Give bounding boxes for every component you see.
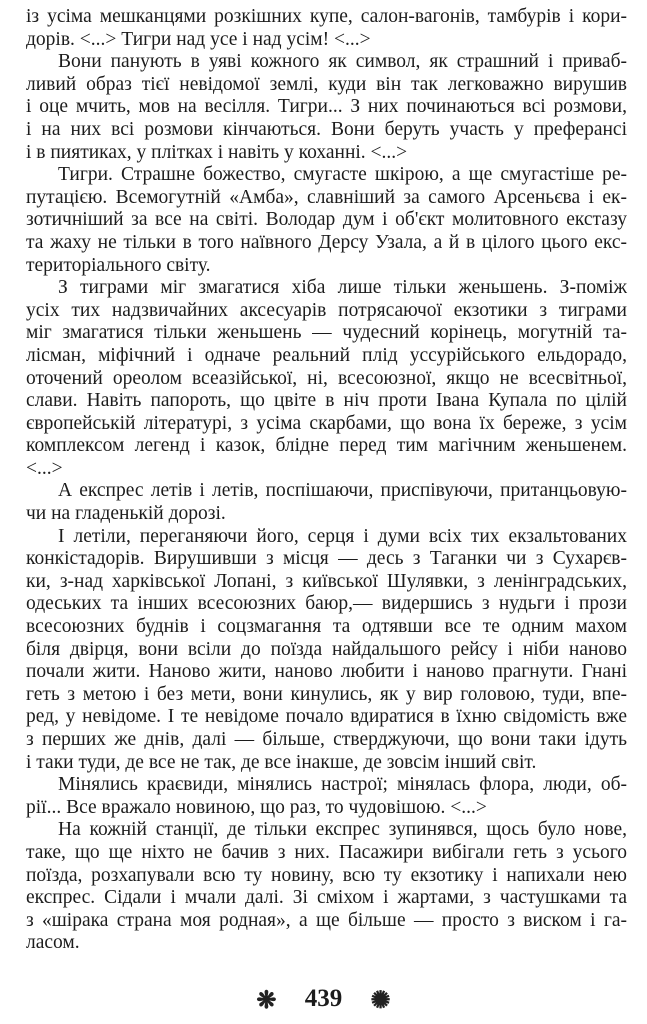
text-line: зотичніший за все на світі. Володар дум і об'єкт молитовного екстазу bbox=[26, 209, 627, 231]
page-footer bbox=[0, 985, 647, 1015]
text-line: і на них всі розмови кінчаються. Вони беруть участь у преферансі bbox=[26, 118, 627, 140]
text-line: таке, що ще ніхто не бачив з них. Пасажири вибігали геть з усього bbox=[26, 841, 627, 863]
text-line: європейській літературі, з усіма скарбами, що вона їх береже, з усім bbox=[26, 412, 627, 434]
text-line: поїзда, розхапували всю ту новину, всю ту екзотику і напихали нею bbox=[26, 864, 627, 886]
text-line: усіх тих надзвичайних аксесуарів потрясаючої екзотики з тиграми bbox=[26, 299, 627, 321]
paragraph bbox=[26, 819, 627, 955]
paragraph bbox=[26, 526, 627, 775]
page-body bbox=[26, 6, 627, 955]
text-line: експрес. Сідали і мчали далі. Зі сміхом і жартами, з частушками та bbox=[26, 887, 627, 909]
text-line: комплексом легенд і казок, блідне перед тим магічним женьшенем. bbox=[26, 435, 627, 457]
text-line: конкістадорів. Вирушивши з місця — десь з Таганки чи з Сухарєв- bbox=[26, 548, 627, 570]
text-line: Тигри. Страшне божество, смугасте шкірою, а ще смугастіше ре- bbox=[58, 164, 627, 186]
text-line: з «шірака страна моя родная», а ще більше — просто з виском і га- bbox=[26, 909, 627, 931]
text-line: На кожній станції, де тільки експрес зупинявся, щось було нове, bbox=[58, 819, 627, 841]
paragraph bbox=[26, 774, 627, 819]
text-line: ласом. bbox=[26, 932, 80, 954]
text-line: оточений ореолом всеазійської, ні, всесоюзної, якщо не всесвітньої, bbox=[26, 367, 627, 389]
text-line: міг змагатися тільки женьшень — чудесний корінець, могутній та- bbox=[26, 322, 627, 344]
paragraph bbox=[26, 480, 627, 525]
text-line: З тиграми міг змагатися хіба лише тільки женьшень. З-поміж bbox=[58, 277, 627, 299]
text-line: дорів. <...> Тигри над усе і над усім! <...> bbox=[26, 28, 371, 50]
text-line: рії... Все вражало новиною, що раз, то чудовішою. <...> bbox=[26, 796, 487, 818]
text-line: геть з метою і без мети, вони кинулись, як у вир головою, туди, впе- bbox=[26, 683, 627, 705]
ornament-right-icon: ✺ bbox=[370, 987, 391, 1014]
text-line: із усіма мешканцями розкішних купе, салон-вагонів, тамбурів і кори- bbox=[26, 6, 627, 27]
text-line: ки, з-над харківської Лопані, з київської Шулявки, з ленінградських, bbox=[26, 570, 627, 592]
text-line: і таки туди, де все не так, де все інакше, де зовсім інший світ. bbox=[26, 751, 537, 773]
text-line: чи на гладенькій дорозі. bbox=[26, 503, 226, 525]
paragraph bbox=[26, 51, 627, 164]
text-line: одеських та інших всесоюзних баюр,— видершись з нудьги і прози bbox=[26, 593, 627, 615]
text-line: всесоюзних буднів і соцзмагання та одтявши все те одним махом bbox=[26, 616, 627, 638]
text-line: та жаху не тільки в того наївного Дерсу Узала, а й в цілого цього екс- bbox=[26, 231, 627, 253]
text-line: А експрес летів і летів, поспішаючи, приспівуючи, пританцьовую- bbox=[58, 480, 627, 502]
text-line: почали жити. Наново жити, наново любити і наново прагнути. Гнані bbox=[26, 661, 627, 683]
text-line: <...> bbox=[26, 457, 63, 479]
paragraph bbox=[26, 164, 627, 277]
text-line: І летіли, переганяючи його, серця і думи всіх тих екзальтованих bbox=[58, 525, 627, 547]
text-line: Вони панують в уяві кожного як символ, як страшний і приваб- bbox=[58, 51, 627, 73]
paragraph bbox=[26, 6, 627, 51]
text-line: і оце мчить, мов на весілля. Тигри... З них починаються всі розмови, bbox=[26, 96, 627, 118]
text-line: з перших же днів, далі — більше, стверджуючи, що вони таки ідуть bbox=[26, 729, 627, 750]
text-line: лісман, міфічний і одначе реальний плід уссурійського ельдорадо, bbox=[26, 344, 627, 366]
page-number: 439 bbox=[304, 985, 343, 1012]
text-line: і в пиятиках, у плітках і навіть у коханні. <...> bbox=[26, 141, 408, 163]
text-line: ливий образ тієї невідомої землі, куди він так легковажно вирушив bbox=[26, 73, 627, 95]
paragraph bbox=[26, 277, 627, 480]
text-line: ред, у невідоме. І те невідоме почало вдиратися в їхню свідомість вже bbox=[26, 706, 627, 728]
text-line: Мінялись краєвиди, мінялись настрої; мінялась флора, люди, об- bbox=[58, 774, 627, 796]
ornament-left-icon: ❋ bbox=[256, 987, 277, 1014]
text-line: слави. Навіть папороть, що цвіте в ніч проти Івана Купала по цілій bbox=[26, 390, 627, 412]
text-line: територіального світу. bbox=[26, 254, 211, 276]
text-line: біля двірця, вони всіли до поїзда найдальшого рейсу і ніби наново bbox=[26, 638, 627, 660]
text-line: путацією. Всемогутній «Амба», славніший за самого Арсеньєва і ек- bbox=[26, 186, 627, 208]
